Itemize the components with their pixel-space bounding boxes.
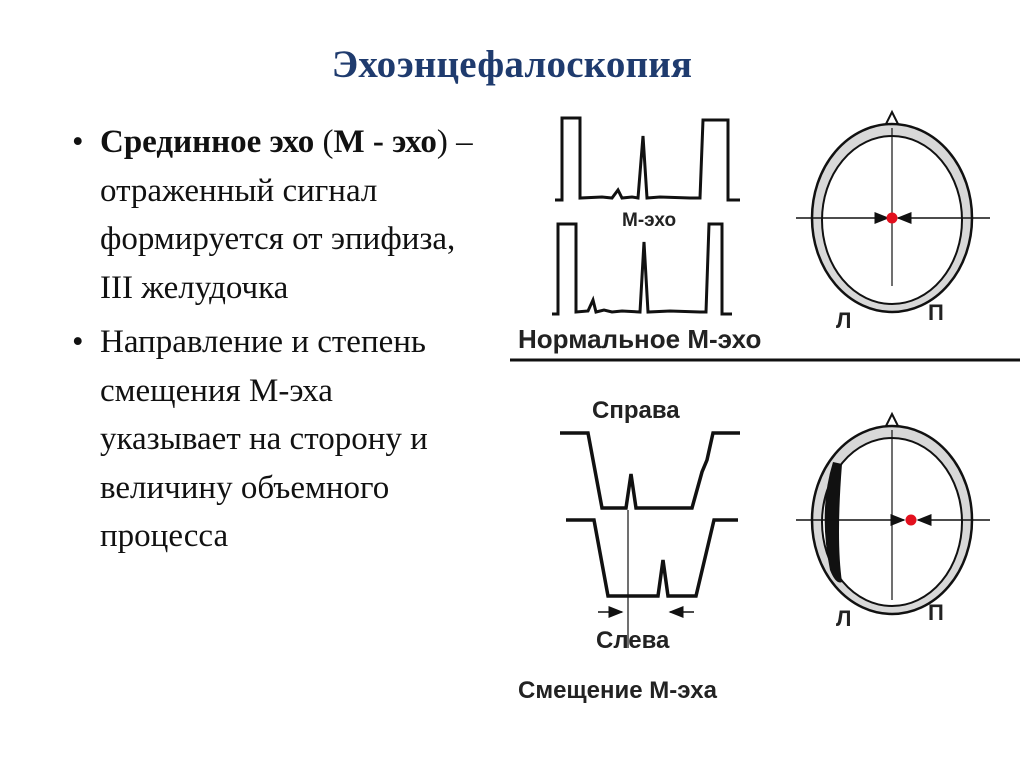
shift-waveform-bottom [566,520,738,596]
right-label: Справа [592,397,680,424]
bullet-item-median-echo [70,118,480,312]
bullet-text [100,124,473,306]
label-left-top: Л [836,308,852,333]
bullet-run: Срединное эхо [100,124,315,160]
shifted-marker-icon [906,515,917,526]
slide-title: Эхоэнцефалоскопия [331,43,693,86]
m-echo-label: М-эхо [622,210,677,231]
left-label: Слева [596,627,670,654]
bullet-run: Направление и степень смещения М-эха указывает на сторону и величину объемного процесса [100,324,428,554]
echo-diagram-figure [500,100,1024,720]
echo-diagram-svg [500,100,1024,720]
bullet-item-shift-direction [70,318,480,561]
bullet-dot-icon: • [72,324,84,360]
bullet-list [70,118,480,567]
bullet-run: ) – отраженный сигнал формируется от эпифиза, III желудочка [100,124,473,306]
shift-waveform-top [560,433,740,508]
shift-caption: Смещение М-эха [518,677,717,704]
label-right-top: П [928,300,944,325]
bullet-run: ( [314,124,334,160]
bullet-text [100,324,428,554]
normal-m-echo-caption: Нормальное М-эхо [518,324,762,354]
label-left-bottom: Л [836,606,852,631]
normal-waveform-bottom [552,224,732,314]
label-right-bottom: П [928,600,944,625]
bullet-run: М - эхо [333,124,437,160]
midline-marker-icon [887,213,898,224]
normal-waveform-top [555,118,740,200]
bullet-dot-icon: • [72,124,84,160]
skull-displaced [796,414,990,614]
skull-normal [796,112,990,312]
